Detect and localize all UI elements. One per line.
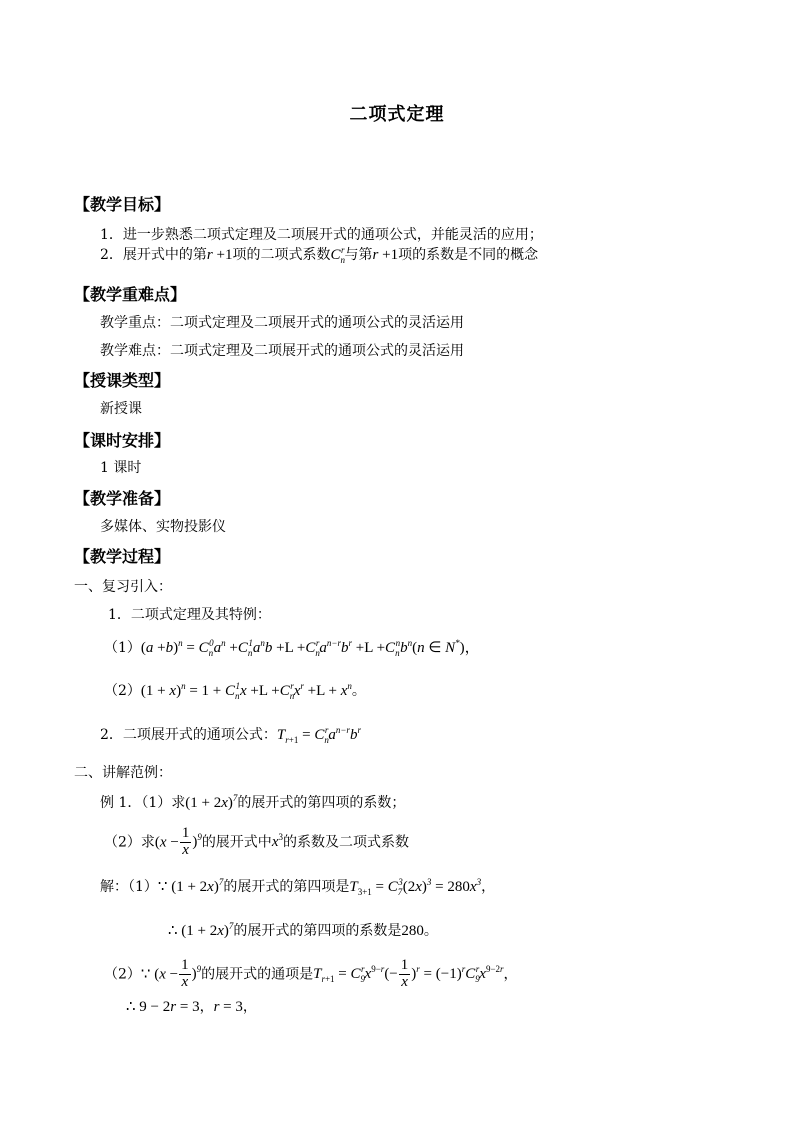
solution-line2 <box>168 920 438 940</box>
formula-x-minus-1-over-x-9: (x − <box>154 834 179 851</box>
goal-item-2 <box>100 244 538 264</box>
goal-item-2-text-a: 2．展开式中的第 <box>100 247 207 263</box>
goal-item-1: 1．进一步熟悉二项式定理及二项展开式的通项公式，并能灵活的应用； <box>100 227 543 243</box>
example1-2-text-b: 的展开式中 <box>201 834 272 851</box>
example1-line1 <box>100 792 405 812</box>
solution2-value <box>401 923 424 939</box>
example1-2-text-c: 的系数及二项式系数 <box>282 834 409 851</box>
formula-power-9-b: )$^9$ <box>191 964 202 983</box>
formula-r-plus-1: r +1 <box>206 247 233 263</box>
schedule-heading: 【课时安排】 <box>74 431 171 450</box>
solution2-text-b: 的展开式的第四项的系数是 <box>233 923 402 939</box>
example1-2-text-a: （2）求 <box>104 834 155 851</box>
solution-label: 解：（1） <box>100 879 158 895</box>
formula-power-9: )$^9$ <box>192 832 202 851</box>
formula-general-term-expansion: $T_{r+1} = C_9^rx^{9-r}(-$ <box>313 964 398 985</box>
formula-r-equals-3: r = 3 <box>213 999 243 1015</box>
formula-line-2 <box>104 680 366 700</box>
page-title: 二项式定理 <box>349 104 445 125</box>
formula-r-plus-1-b: r +1 <box>372 247 399 263</box>
formula-x-cubed: $x^3$ <box>271 832 283 851</box>
solution-line4 <box>126 996 257 1016</box>
formula-line-1 <box>104 636 480 657</box>
part1-item2-text: 2．二项展开式的通项公式： <box>100 727 277 743</box>
example1-line2 <box>104 826 409 859</box>
formula-since-1-plus-2x-7: ∵ $(1 + 2x)^7$ <box>157 877 224 895</box>
solution3-text-b: 的展开式的通项是 <box>201 966 314 983</box>
formula-special-case: $(1 + x)^n = 1 + C_n^1x +L +C_n^rx^r +L + x^n$ <box>140 681 352 701</box>
solution-line3 <box>104 958 518 991</box>
formula-general-term-expansion-b: )$^r = (-1)^rC_9^rx^{9-2r}$ <box>411 964 504 985</box>
formula-1-plus-2x-7: $(1 + 2x)^7$ <box>185 793 238 811</box>
coefficient-value: 280 <box>401 923 424 939</box>
formula-binomial-coefficient: $C_n^r$ <box>330 245 345 265</box>
formula-1-label: （1） <box>104 640 141 656</box>
solution4-end: ， <box>242 999 257 1015</box>
part1-item2 <box>100 724 361 744</box>
formula-binomial-theorem: $(a +b)^n = C_n^0a^n +C_n^1a^nb +L +C_n^ra^{n-r}b^r +L +C_n^nb^n(n$ ∈ N*)， <box>140 638 480 658</box>
prep-value: 多媒体、实物投影仪 <box>100 519 226 535</box>
formula-general-term: $T_{r+1} = C_n^ra^{n-r}b^r$ <box>276 725 361 745</box>
part1-heading: 一、复习引入： <box>74 579 172 595</box>
prep-heading: 【教学准备】 <box>74 489 171 508</box>
fraction-1-over-x: $\frac{1}{x}$ <box>181 825 190 858</box>
goal-item-2-text-c: 与第 <box>344 247 373 263</box>
key-points-heading: 【教学重难点】 <box>74 285 187 304</box>
process-heading: 【教学过程】 <box>74 547 171 566</box>
solution2-end: 。 <box>423 923 438 939</box>
solution1-end: ， <box>481 879 496 895</box>
formula-since-x-minus-1-over-x: ∵ (x − <box>140 966 179 983</box>
lesson-type-value: 新授课 <box>100 401 142 417</box>
solution1-text-b: 的展开式的第四项是 <box>223 879 350 895</box>
part1-item1: 1．二项式定理及其特例： <box>108 607 271 623</box>
part2-heading: 二、讲解范例： <box>74 765 172 781</box>
fraction-1-over-x-c: $\frac{1}{x}$ <box>400 957 409 990</box>
formula-9-minus-2r-equals-3: ∴ 9 − 2r = 3 <box>126 999 200 1015</box>
solution3-end: ， <box>503 966 518 983</box>
example1-text-b: 的展开式的第四项的系数； <box>237 795 406 811</box>
formula-t4: $T_{3+1} = C_7^3(2x)^3 = 280x^3$ <box>349 877 482 897</box>
key-focus: 教学重点：二项式定理及二项展开式的通项公式的灵活运用 <box>100 315 464 331</box>
goal-item-2-text-d: 项的系数是不同的概念 <box>398 247 539 263</box>
goal-item-2-text-b: 项的二项式系数 <box>232 247 331 263</box>
formula-2-end: 。 <box>351 683 366 699</box>
lesson-type-heading: 【授课类型】 <box>74 371 171 390</box>
formula-therefore-1-plus-2x-7: ∴ $(1 + 2x)^7$ <box>168 921 234 939</box>
solution-line1 <box>100 876 495 896</box>
goals-heading: 【教学目标】 <box>74 195 171 214</box>
schedule-value: 1 课时 <box>100 460 142 476</box>
fraction-1-over-x-b: $\frac{1}{x}$ <box>181 957 189 990</box>
key-difficulty: 教学难点：二项式定理及二项展开式的通项公式的灵活运用 <box>100 343 464 359</box>
solution3-label: （2） <box>104 966 141 983</box>
example1-text-a: 例 1．（1）求 <box>100 795 186 811</box>
solution4-sep: ， <box>199 999 214 1015</box>
formula-2-label: （2） <box>104 683 141 699</box>
